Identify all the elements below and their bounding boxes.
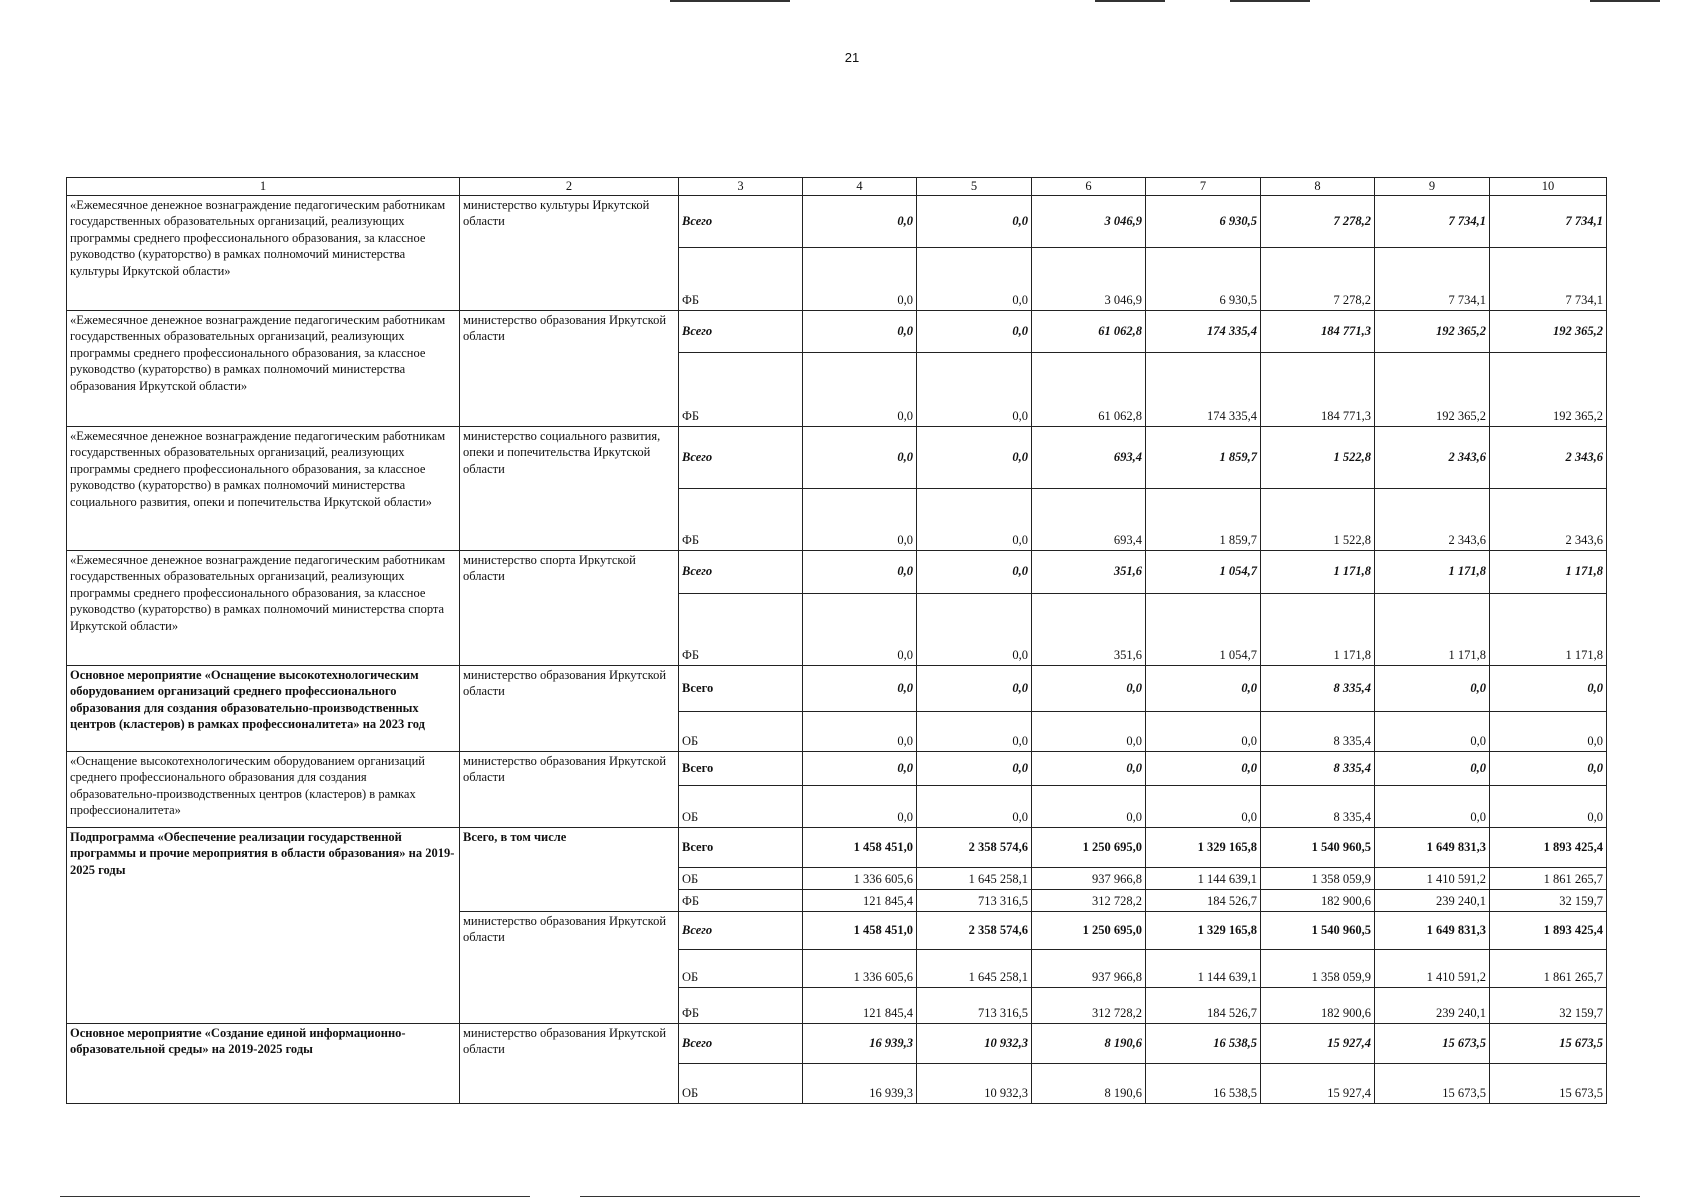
- value-cell: 351,6: [1032, 593, 1146, 665]
- value-cell: 0,0: [917, 488, 1032, 550]
- value-cell: 693,4: [1032, 488, 1146, 550]
- value-cell: 121 845,4: [803, 987, 917, 1023]
- value-cell: 10 932,3: [917, 1023, 1032, 1063]
- value-cell: 192 365,2: [1490, 310, 1607, 352]
- value-cell: 0,0: [1490, 751, 1607, 785]
- value-cell: 6 930,5: [1146, 195, 1261, 247]
- value-cell: 184 526,7: [1146, 987, 1261, 1023]
- value-cell: 8 335,4: [1261, 711, 1375, 751]
- value-cell: 0,0: [1032, 751, 1146, 785]
- value-cell: 1 054,7: [1146, 550, 1261, 593]
- value-cell: 184 771,3: [1261, 310, 1375, 352]
- source-cell: Всего: [679, 665, 803, 711]
- value-cell: 0,0: [1375, 785, 1490, 827]
- value-cell: 1 861 265,7: [1490, 867, 1607, 889]
- column-header: 6: [1032, 178, 1146, 196]
- executor-cell: министерство образования Иркутской области: [460, 1023, 679, 1103]
- table-row: [67, 665, 1607, 711]
- executor-cell: Всего, в том числе: [460, 827, 679, 911]
- scan-artifact-line: [1095, 0, 1165, 2]
- value-cell: 312 728,2: [1032, 889, 1146, 911]
- value-cell: 1 144 639,1: [1146, 949, 1261, 987]
- value-cell: 15 673,5: [1490, 1063, 1607, 1103]
- value-cell: 174 335,4: [1146, 310, 1261, 352]
- value-cell: 1 171,8: [1490, 593, 1607, 665]
- value-cell: 0,0: [1032, 665, 1146, 711]
- value-cell: 1 540 960,5: [1261, 827, 1375, 867]
- value-cell: 1 054,7: [1146, 593, 1261, 665]
- value-cell: 239 240,1: [1375, 889, 1490, 911]
- value-cell: 0,0: [803, 310, 917, 352]
- executor-cell: министерство образования Иркутской области: [460, 310, 679, 426]
- table-row: [67, 1023, 1607, 1063]
- value-cell: 0,0: [803, 550, 917, 593]
- budget-table: [66, 177, 1607, 1104]
- value-cell: 8 190,6: [1032, 1023, 1146, 1063]
- scan-artifact-line: [1590, 0, 1660, 2]
- value-cell: 15 927,4: [1261, 1063, 1375, 1103]
- executor-cell: министерство спорта Иркутской области: [460, 550, 679, 665]
- value-cell: 2 358 574,6: [917, 827, 1032, 867]
- value-cell: 6 930,5: [1146, 247, 1261, 310]
- value-cell: 2 343,6: [1375, 488, 1490, 550]
- source-cell: Всего: [679, 911, 803, 949]
- value-cell: 0,0: [917, 310, 1032, 352]
- value-cell: 7 734,1: [1490, 247, 1607, 310]
- value-cell: 0,0: [917, 751, 1032, 785]
- value-cell: 3 046,9: [1032, 195, 1146, 247]
- value-cell: 8 335,4: [1261, 751, 1375, 785]
- source-cell: ФБ: [679, 987, 803, 1023]
- measure-name-cell: Основное мероприятие «Создание единой информационно-образовательной среды» на 2019-2025 годы: [67, 1023, 460, 1103]
- source-cell: Всего: [679, 195, 803, 247]
- value-cell: 0,0: [1032, 711, 1146, 751]
- column-header: 2: [460, 178, 679, 196]
- table-row: [67, 751, 1607, 785]
- value-cell: 2 343,6: [1490, 426, 1607, 488]
- value-cell: 7 278,2: [1261, 247, 1375, 310]
- value-cell: 192 365,2: [1375, 352, 1490, 426]
- value-cell: 0,0: [803, 488, 917, 550]
- value-cell: 7 278,2: [1261, 195, 1375, 247]
- value-cell: 1 144 639,1: [1146, 867, 1261, 889]
- value-cell: 693,4: [1032, 426, 1146, 488]
- value-cell: 192 365,2: [1375, 310, 1490, 352]
- measure-name-cell: «Ежемесячное денежное вознаграждение педагогическим работникам государственных образовательных организаций, реализующих программы среднего профессионального образования, за классное руководство (кураторство) в рамках полномочий министерства спорта Иркутской области»: [67, 550, 460, 665]
- table-row: [67, 550, 1607, 593]
- value-cell: 0,0: [917, 352, 1032, 426]
- table-row: [67, 827, 1607, 867]
- value-cell: 1 859,7: [1146, 488, 1261, 550]
- value-cell: 1 458 451,0: [803, 827, 917, 867]
- value-cell: 1 171,8: [1261, 593, 1375, 665]
- value-cell: 15 673,5: [1490, 1023, 1607, 1063]
- value-cell: 2 358 574,6: [917, 911, 1032, 949]
- value-cell: 351,6: [1032, 550, 1146, 593]
- table-header-row: [67, 178, 1607, 196]
- value-cell: 0,0: [917, 426, 1032, 488]
- measure-name-cell: Основное мероприятие «Оснащение высокотехнологическим оборудованием организаций среднего профессионального образования для создания образовательно-производственных центров (кластеров) в рамках профессионалитета» на 2023 год: [67, 665, 460, 751]
- value-cell: 937 966,8: [1032, 949, 1146, 987]
- source-cell: ОБ: [679, 867, 803, 889]
- value-cell: 16 939,3: [803, 1023, 917, 1063]
- value-cell: 182 900,6: [1261, 889, 1375, 911]
- value-cell: 1 458 451,0: [803, 911, 917, 949]
- executor-cell: министерство образования Иркутской области: [460, 665, 679, 751]
- source-cell: Всего: [679, 827, 803, 867]
- value-cell: 1 893 425,4: [1490, 827, 1607, 867]
- value-cell: 7 734,1: [1375, 247, 1490, 310]
- value-cell: 0,0: [1490, 785, 1607, 827]
- executor-cell: министерство образования Иркутской области: [460, 911, 679, 1023]
- value-cell: 0,0: [1146, 665, 1261, 711]
- value-cell: 0,0: [1490, 711, 1607, 751]
- source-cell: ФБ: [679, 247, 803, 310]
- value-cell: 1 522,8: [1261, 426, 1375, 488]
- measure-name-cell: «Ежемесячное денежное вознаграждение педагогическим работникам государственных образовательных организаций, реализующих программы среднего профессионального образования, за классное руководство (кураторство) в рамках полномочий министерства культуры Иркутской области»: [67, 195, 460, 310]
- source-cell: ОБ: [679, 711, 803, 751]
- value-cell: 1 171,8: [1261, 550, 1375, 593]
- value-cell: 0,0: [917, 195, 1032, 247]
- value-cell: 8 335,4: [1261, 785, 1375, 827]
- value-cell: 1 358 059,9: [1261, 867, 1375, 889]
- source-cell: ОБ: [679, 949, 803, 987]
- column-header: 8: [1261, 178, 1375, 196]
- value-cell: 1 250 695,0: [1032, 911, 1146, 949]
- source-cell: Всего: [679, 310, 803, 352]
- value-cell: 713 316,5: [917, 987, 1032, 1023]
- value-cell: 1 893 425,4: [1490, 911, 1607, 949]
- source-cell: ФБ: [679, 488, 803, 550]
- column-header: 7: [1146, 178, 1261, 196]
- value-cell: 16 538,5: [1146, 1063, 1261, 1103]
- value-cell: 1 171,8: [1490, 550, 1607, 593]
- scan-artifact-line: [1230, 0, 1310, 2]
- value-cell: 0,0: [917, 711, 1032, 751]
- value-cell: 121 845,4: [803, 889, 917, 911]
- value-cell: 1 861 265,7: [1490, 949, 1607, 987]
- measure-name-cell: «Ежемесячное денежное вознаграждение педагогическим работникам государственных образовательных организаций, реализующих программы среднего профессионального образования, за классное руководство (кураторство) в рамках полномочий министерства образования Иркутской области»: [67, 310, 460, 426]
- value-cell: 0,0: [1146, 751, 1261, 785]
- value-cell: 0,0: [917, 247, 1032, 310]
- value-cell: 184 526,7: [1146, 889, 1261, 911]
- value-cell: 1 171,8: [1375, 550, 1490, 593]
- value-cell: 0,0: [803, 593, 917, 665]
- column-header: 10: [1490, 178, 1607, 196]
- value-cell: 1 649 831,3: [1375, 827, 1490, 867]
- value-cell: 1 250 695,0: [1032, 827, 1146, 867]
- value-cell: 8 335,4: [1261, 665, 1375, 711]
- value-cell: 0,0: [803, 352, 917, 426]
- value-cell: 1 649 831,3: [1375, 911, 1490, 949]
- value-cell: 0,0: [803, 751, 917, 785]
- source-cell: Всего: [679, 751, 803, 785]
- value-cell: 1 329 165,8: [1146, 911, 1261, 949]
- value-cell: 184 771,3: [1261, 352, 1375, 426]
- value-cell: 2 343,6: [1375, 426, 1490, 488]
- value-cell: 0,0: [1146, 785, 1261, 827]
- value-cell: 16 538,5: [1146, 1023, 1261, 1063]
- table-row: [67, 426, 1607, 488]
- value-cell: 192 365,2: [1490, 352, 1607, 426]
- measure-name-cell: «Оснащение высокотехнологическим оборудованием организаций среднего профессионального образования для создания образовательно-производственных центров (кластеров) в рамках профессионалитета»: [67, 751, 460, 827]
- source-cell: ОБ: [679, 1063, 803, 1103]
- value-cell: 15 673,5: [1375, 1063, 1490, 1103]
- value-cell: 1 171,8: [1375, 593, 1490, 665]
- value-cell: 0,0: [1375, 711, 1490, 751]
- measure-name-cell: «Ежемесячное денежное вознаграждение педагогическим работникам государственных образовательных организаций, реализующих программы среднего профессионального образования, за классное руководство (кураторство) в рамках полномочий министерства социального развития, опеки и попечительства Иркутской области»: [67, 426, 460, 550]
- value-cell: 2 343,6: [1490, 488, 1607, 550]
- source-cell: ФБ: [679, 352, 803, 426]
- column-header: 9: [1375, 178, 1490, 196]
- executor-cell: министерство культуры Иркутской области: [460, 195, 679, 310]
- value-cell: 1 336 605,6: [803, 867, 917, 889]
- value-cell: 3 046,9: [1032, 247, 1146, 310]
- value-cell: 713 316,5: [917, 889, 1032, 911]
- value-cell: 8 190,6: [1032, 1063, 1146, 1103]
- value-cell: 1 410 591,2: [1375, 867, 1490, 889]
- column-header: 3: [679, 178, 803, 196]
- value-cell: 1 410 591,2: [1375, 949, 1490, 987]
- source-cell: Всего: [679, 426, 803, 488]
- scan-artifact-line: [580, 1196, 1640, 1197]
- column-header: 1: [67, 178, 460, 196]
- value-cell: 7 734,1: [1490, 195, 1607, 247]
- value-cell: 0,0: [803, 247, 917, 310]
- value-cell: 1 336 605,6: [803, 949, 917, 987]
- value-cell: 0,0: [917, 550, 1032, 593]
- value-cell: 7 734,1: [1375, 195, 1490, 247]
- value-cell: 32 159,7: [1490, 987, 1607, 1023]
- value-cell: 1 522,8: [1261, 488, 1375, 550]
- value-cell: 0,0: [803, 665, 917, 711]
- value-cell: 0,0: [1146, 711, 1261, 751]
- value-cell: 1 859,7: [1146, 426, 1261, 488]
- value-cell: 15 927,4: [1261, 1023, 1375, 1063]
- source-cell: ОБ: [679, 785, 803, 827]
- value-cell: 0,0: [803, 785, 917, 827]
- value-cell: 1 329 165,8: [1146, 827, 1261, 867]
- value-cell: 0,0: [1375, 751, 1490, 785]
- column-header: 4: [803, 178, 917, 196]
- value-cell: 32 159,7: [1490, 889, 1607, 911]
- table-row: [67, 310, 1607, 352]
- source-cell: Всего: [679, 550, 803, 593]
- source-cell: ФБ: [679, 889, 803, 911]
- scan-artifact-line: [670, 0, 790, 2]
- value-cell: 15 673,5: [1375, 1023, 1490, 1063]
- value-cell: 312 728,2: [1032, 987, 1146, 1023]
- value-cell: 0,0: [917, 593, 1032, 665]
- value-cell: 239 240,1: [1375, 987, 1490, 1023]
- column-header: 5: [917, 178, 1032, 196]
- value-cell: 1 358 059,9: [1261, 949, 1375, 987]
- value-cell: 0,0: [1490, 665, 1607, 711]
- value-cell: 0,0: [803, 195, 917, 247]
- value-cell: 0,0: [803, 426, 917, 488]
- value-cell: 0,0: [1032, 785, 1146, 827]
- value-cell: 1 645 258,1: [917, 867, 1032, 889]
- source-cell: ФБ: [679, 593, 803, 665]
- value-cell: 10 932,3: [917, 1063, 1032, 1103]
- value-cell: 1 540 960,5: [1261, 911, 1375, 949]
- executor-cell: министерство социального развития, опеки и попечительства Иркутской области: [460, 426, 679, 550]
- value-cell: 1 645 258,1: [917, 949, 1032, 987]
- scan-artifact-line: [60, 1196, 530, 1197]
- source-cell: Всего: [679, 1023, 803, 1063]
- subprogram-name-cell: Подпрограмма «Обеспечение реализации государственной программы и прочие мероприятия в области образования» на 2019-2025 годы: [67, 827, 460, 1023]
- page-number: 21: [844, 50, 860, 65]
- value-cell: 61 062,8: [1032, 310, 1146, 352]
- value-cell: 182 900,6: [1261, 987, 1375, 1023]
- value-cell: 61 062,8: [1032, 352, 1146, 426]
- value-cell: 0,0: [917, 665, 1032, 711]
- table-row: [67, 195, 1607, 247]
- value-cell: 937 966,8: [1032, 867, 1146, 889]
- value-cell: 16 939,3: [803, 1063, 917, 1103]
- value-cell: 0,0: [803, 711, 917, 751]
- executor-cell: министерство образования Иркутской области: [460, 751, 679, 827]
- value-cell: 0,0: [1375, 665, 1490, 711]
- value-cell: 174 335,4: [1146, 352, 1261, 426]
- value-cell: 0,0: [917, 785, 1032, 827]
